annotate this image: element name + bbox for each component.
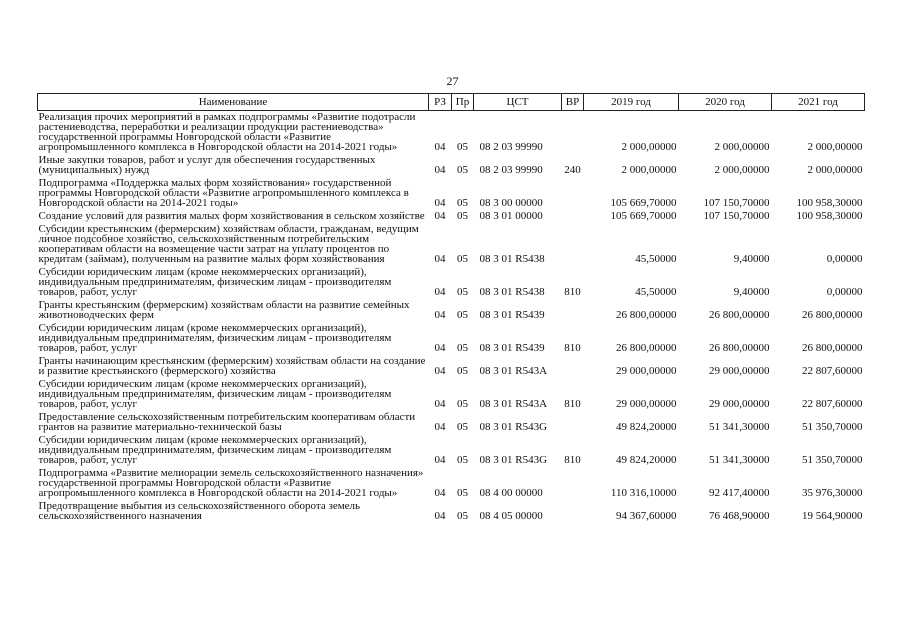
- cell-name: Предоставление сельскохозяйственным потребительским кооперативам области грантов на развитие материально-технической базы: [38, 411, 416, 433]
- cell-y2020: 107 150,70000: [703, 197, 770, 209]
- cell-pr: 05: [457, 164, 468, 176]
- cell-cst: 08 3 01 R543A: [479, 398, 548, 410]
- cell-y2019: 2 000,00000: [621, 141, 677, 153]
- cell-y2019: 49 824,20000: [616, 454, 677, 466]
- cell-y2019: 45,50000: [635, 253, 677, 265]
- cell-cst: 08 3 01 R5438: [479, 253, 545, 265]
- cell-rz: 04: [434, 398, 446, 410]
- cell-cst: 08 4 00 00000: [479, 487, 543, 499]
- cell-y2021: 2 000,00000: [807, 141, 863, 153]
- header-2020: 2020 год: [679, 94, 772, 111]
- cell-y2019: 2 000,00000: [621, 164, 677, 176]
- cell-y2020: 76 468,90000: [709, 510, 770, 522]
- cell-vr: [562, 111, 584, 155]
- cell-vr: 810: [564, 454, 581, 466]
- cell-y2021: 0,00000: [826, 253, 863, 265]
- header-pr: Пр: [452, 94, 474, 111]
- cell-y2020: 29 000,00000: [709, 398, 770, 410]
- cell-rz: 04: [434, 197, 446, 209]
- cell-name: Создание условий для развития малых форм хозяйствования в сельском хозяйстве: [38, 210, 425, 222]
- cell-y2021: 26 800,00000: [802, 342, 863, 354]
- cell-y2019: 29 000,00000: [616, 398, 677, 410]
- table-row: [38, 111, 865, 155]
- cell-pr: 05: [457, 487, 468, 499]
- header-2019: 2019 год: [584, 94, 679, 111]
- header-cst: ЦСТ: [474, 94, 562, 111]
- cell-rz: 04: [434, 487, 446, 499]
- cell-y2021: 100 958,30000: [796, 197, 863, 209]
- cell-y2021: 35 976,30000: [802, 487, 863, 499]
- table-row: [38, 210, 865, 223]
- cell-rz: 04: [434, 164, 446, 176]
- cell-y2019: 105 669,70000: [610, 210, 677, 222]
- cell-name: Гранты крестьянским (фермерским) хозяйствам области на развитие семейных животноводческих ферм: [38, 299, 410, 321]
- cell-cst: 08 3 00 00000: [479, 197, 543, 209]
- cell-vr: [562, 177, 584, 210]
- table-row: [38, 154, 865, 177]
- cell-y2020: 107 150,70000: [703, 210, 770, 222]
- cell-y2020: 9,40000: [733, 286, 770, 298]
- cell-y2020: 51 341,30000: [709, 454, 770, 466]
- cell-y2020: 92 417,40000: [709, 487, 770, 499]
- cell-rz: 04: [434, 342, 446, 354]
- table-row: [38, 467, 865, 500]
- cell-vr: [562, 299, 584, 322]
- cell-vr: [562, 500, 584, 523]
- cell-name: Субсидии юридическим лицам (кроме некоммерческих организаций), индивидуальным предпринимателям, физическим лицам - производителям товаров, работ, услуг: [38, 378, 392, 410]
- cell-y2020: 29 000,00000: [709, 365, 770, 377]
- cell-y2019: 26 800,00000: [616, 309, 677, 321]
- cell-vr: 810: [564, 398, 581, 410]
- header-vr: ВР: [562, 94, 584, 111]
- cell-vr: 810: [564, 342, 581, 354]
- cell-y2021: 22 807,60000: [802, 365, 863, 377]
- cell-name: Подпрограмма «Поддержка малых форм хозяйствования» государственной программы Новгородской области «Развитие агропромышленного комплекса в Новгородской области на 2014-2021 годы»: [38, 177, 409, 209]
- cell-cst: 08 2 03 99990: [479, 141, 543, 153]
- cell-y2020: 26 800,00000: [709, 342, 770, 354]
- cell-rz: 04: [434, 454, 446, 466]
- cell-vr: [562, 467, 584, 500]
- cell-vr: [562, 411, 584, 434]
- cell-name: Субсидии крестьянским (фермерским) хозяйствам области, гражданам, ведущим личное подсобное хозяйство, сельскохозяйственным потребительским кооперативам области на возмещение части затрат на уплату процентов по кредитам (займам), полученным на развитие малых форм хозяйствования: [38, 223, 419, 265]
- cell-pr: 05: [457, 365, 468, 377]
- table-row: [38, 434, 865, 467]
- cell-y2019: 29 000,00000: [616, 365, 677, 377]
- cell-vr: 240: [564, 164, 581, 176]
- cell-pr: 05: [457, 210, 468, 222]
- table-body: [38, 111, 865, 524]
- cell-cst: 08 3 01 R543G: [479, 421, 548, 433]
- cell-cst: 08 4 05 00000: [479, 510, 543, 522]
- cell-rz: 04: [434, 286, 446, 298]
- cell-cst: 08 3 01 R543A: [479, 365, 548, 377]
- cell-vr: 810: [564, 286, 581, 298]
- cell-y2019: 49 824,20000: [616, 421, 677, 433]
- cell-name: Реализация прочих мероприятий в рамках подпрограммы «Развитие подотрасли растениеводства, переработки и реализации продукции растениеводства» государственной программы Новгородской области «Развитие агропромышленного комплекса в Новгородской области на 2014-2021 годы»: [38, 111, 416, 153]
- header-rz: РЗ: [429, 94, 452, 111]
- table-row: [38, 500, 865, 523]
- cell-pr: 05: [457, 286, 468, 298]
- budget-table: [37, 93, 865, 523]
- cell-y2021: 100 958,30000: [796, 210, 863, 222]
- cell-cst: 08 2 03 99990: [479, 164, 543, 176]
- cell-pr: 05: [457, 309, 468, 321]
- cell-cst: 08 3 01 R5439: [479, 342, 545, 354]
- table-row: [38, 177, 865, 210]
- cell-y2019: 110 316,10000: [610, 487, 677, 499]
- cell-y2019: 26 800,00000: [616, 342, 677, 354]
- table-row: [38, 223, 865, 266]
- cell-rz: 04: [434, 253, 446, 265]
- cell-pr: 05: [457, 510, 468, 522]
- header-name: Наименование: [38, 94, 429, 111]
- cell-name: Субсидии юридическим лицам (кроме некоммерческих организаций), индивидуальным предпринимателям, физическим лицам - производителям товаров, работ, услуг: [38, 322, 392, 354]
- cell-y2021: 26 800,00000: [802, 309, 863, 321]
- table-row: [38, 322, 865, 355]
- cell-vr: [562, 210, 584, 223]
- cell-y2021: 0,00000: [826, 286, 863, 298]
- cell-y2019: 105 669,70000: [610, 197, 677, 209]
- cell-y2019: 45,50000: [635, 286, 677, 298]
- table-row: [38, 299, 865, 322]
- cell-cst: 08 3 01 R543G: [479, 454, 548, 466]
- cell-y2021: 22 807,60000: [802, 398, 863, 410]
- cell-y2020: 26 800,00000: [709, 309, 770, 321]
- cell-y2020: 51 341,30000: [709, 421, 770, 433]
- cell-cst: 08 3 01 R5438: [479, 286, 545, 298]
- table-row: [38, 411, 865, 434]
- cell-pr: 05: [457, 398, 468, 410]
- cell-name: Подпрограмма «Развитие мелиорации земель сельскохозяйственного назначения» государственной программы Новгородской области «Развитие агропромышленного комплекса в Новгородской области на 2014-2021 годы»: [38, 467, 424, 499]
- cell-name: Иные закупки товаров, работ и услуг для обеспечения государственных (муниципальных) нужд: [38, 154, 376, 176]
- header-2021: 2021 год: [772, 94, 865, 111]
- cell-y2020: 2 000,00000: [714, 141, 770, 153]
- cell-name: Субсидии юридическим лицам (кроме некоммерческих организаций), индивидуальным предпринимателям, физическим лицам - производителям товаров, работ, услуг: [38, 266, 392, 298]
- cell-y2021: 2 000,00000: [807, 164, 863, 176]
- cell-pr: 05: [457, 197, 468, 209]
- cell-cst: 08 3 01 00000: [479, 210, 543, 222]
- cell-y2020: 9,40000: [733, 253, 770, 265]
- page-number: 27: [446, 74, 459, 88]
- cell-rz: 04: [434, 421, 446, 433]
- cell-y2019: 94 367,60000: [616, 510, 677, 522]
- cell-pr: 05: [457, 454, 468, 466]
- cell-rz: 04: [434, 309, 446, 321]
- cell-y2021: 19 564,90000: [802, 510, 863, 522]
- cell-rz: 04: [434, 141, 446, 153]
- cell-pr: 05: [457, 141, 468, 153]
- cell-vr: [562, 223, 584, 266]
- cell-rz: 04: [434, 365, 446, 377]
- table-row: [38, 378, 865, 411]
- cell-y2021: 51 350,70000: [802, 454, 863, 466]
- cell-name: Гранты начинающим крестьянским (фермерским) хозяйствам области на создание и развитие крестьянского (фермерского) хозяйства: [38, 355, 426, 377]
- cell-pr: 05: [457, 421, 468, 433]
- table-row: [38, 355, 865, 378]
- cell-y2020: 2 000,00000: [714, 164, 770, 176]
- cell-name: Предотвращение выбытия из сельскохозяйственного оборота земель сельскохозяйственного назначения: [38, 500, 361, 522]
- cell-pr: 05: [457, 253, 468, 265]
- cell-pr: 05: [457, 342, 468, 354]
- table-row: [38, 266, 865, 299]
- cell-vr: [562, 355, 584, 378]
- cell-cst: 08 3 01 R5439: [479, 309, 545, 321]
- table-header-row: [38, 94, 865, 111]
- cell-name: Субсидии юридическим лицам (кроме некоммерческих организаций), индивидуальным предпринимателям, физическим лицам - производителям товаров, работ, услуг: [38, 434, 392, 466]
- cell-y2021: 51 350,70000: [802, 421, 863, 433]
- cell-rz: 04: [434, 210, 446, 222]
- cell-rz: 04: [434, 510, 446, 522]
